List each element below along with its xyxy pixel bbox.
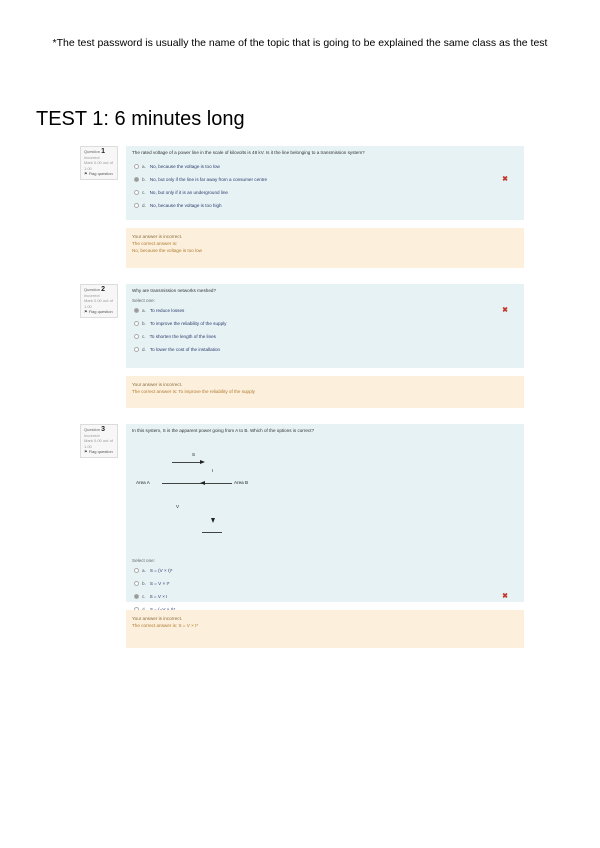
correct-answer: No, because the voltage is too low: [132, 248, 202, 253]
answer-option[interactable]: c. S = V × I ✖: [132, 590, 518, 603]
flag-icon: ⚑: [84, 449, 88, 454]
incorrect-icon: ✖: [502, 176, 508, 183]
radio-button[interactable]: [134, 190, 139, 195]
correct-answer-label: The correct answer is:: [132, 241, 178, 246]
flag-icon: ⚑: [84, 309, 88, 314]
question-marks: Mark 0.00 out of 1.00: [84, 438, 113, 449]
question-status: Incorrect: [84, 154, 100, 160]
question-info: [80, 146, 118, 180]
question-info: [80, 424, 118, 458]
feedback-box: [126, 610, 524, 648]
v-arrow-icon: [211, 518, 215, 523]
question-marks: Mark 0.00 out of 1.00: [84, 298, 113, 309]
radio-button[interactable]: [134, 308, 139, 313]
radio-button[interactable]: [134, 334, 139, 339]
radio-button[interactable]: [134, 203, 139, 208]
question-content: [126, 284, 524, 368]
test-title: TEST 1: 6 minutes long: [36, 108, 245, 130]
radio-button[interactable]: [134, 347, 139, 352]
question-status: Incorrect: [84, 292, 100, 298]
answer-option[interactable]: c. No, but only if it is an underground line: [132, 186, 518, 199]
radio-button[interactable]: [134, 164, 139, 169]
v-reference-line: [202, 532, 222, 533]
flag-icon: ⚑: [84, 171, 88, 176]
feedback-title: Your answer is incorrect.: [132, 616, 183, 621]
question-number: Question 2: [84, 286, 106, 293]
question-marks: Mark 0.00 out of 1.00: [84, 160, 113, 171]
question-number: Question 3: [84, 426, 106, 433]
flag-question-button[interactable]: ⚑ Flag question: [84, 309, 113, 314]
i-arrow-icon: [200, 481, 205, 485]
feedback-box: [126, 228, 524, 268]
question-status: Incorrect: [84, 432, 100, 438]
password-note: *The test password is usually the name of the topic that is going to be explained the same class as the test: [52, 37, 548, 49]
s-arrow-shaft: [172, 462, 200, 463]
s-label: S: [192, 452, 196, 457]
s-arrow-icon: [200, 460, 205, 464]
select-one-prompt: Select one:: [132, 298, 155, 303]
answer-option[interactable]: b. No, but only if the line is far away from a consumer centre ✖: [132, 173, 518, 186]
flag-question-button[interactable]: ⚑ Flag question: [84, 449, 113, 454]
answer-option[interactable]: c. To shorten the length of the lines: [132, 330, 518, 343]
answer-option[interactable]: b. S = V × I*: [132, 577, 518, 590]
answer-option[interactable]: d. To lower the cost of the installation: [132, 343, 518, 356]
feedback-title: Your answer is incorrect.: [132, 234, 183, 239]
question-content: [126, 146, 524, 220]
question-text: The rated voltage of a power line in the scale of kilovolts is 48 kV. Is it the line belonging to a transmission system?: [132, 150, 365, 155]
i-label: I: [212, 468, 214, 473]
v-label: V: [176, 504, 180, 509]
question-number: Question 1: [84, 148, 106, 155]
select-one-prompt: Select one:: [132, 558, 155, 563]
answer-option[interactable]: d. No, because the voltage is too high: [132, 199, 518, 212]
incorrect-icon: ✖: [502, 593, 508, 600]
transmission-line: [162, 483, 232, 484]
radio-button[interactable]: [134, 594, 139, 599]
flag-question-button[interactable]: ⚑ Flag question: [84, 171, 113, 176]
radio-button[interactable]: [134, 177, 139, 182]
answer-option[interactable]: a. No, because the voltage is too low: [132, 160, 518, 173]
correct-answer: The correct answer is: S = V × I*: [132, 623, 199, 628]
question-text: Why are transmission networks meshed?: [132, 288, 216, 293]
area-b-label: Area B: [234, 480, 249, 485]
radio-button[interactable]: [134, 581, 139, 586]
incorrect-icon: ✖: [502, 307, 508, 314]
area-a-label: Area A: [136, 480, 150, 485]
answer-option[interactable]: a. S = (V × I)*: [132, 564, 518, 577]
radio-button[interactable]: [134, 321, 139, 326]
answer-option[interactable]: a. To reduce losses ✖: [132, 304, 518, 317]
answer-option[interactable]: b. To improve the reliability of the supply: [132, 317, 518, 330]
question-text: In this system, S is the apparent power going from A to B. Which of the options is correct?: [132, 428, 315, 433]
radio-button[interactable]: [134, 568, 139, 573]
correct-answer: The correct answer is: To improve the reliability of the supply: [132, 389, 255, 394]
feedback-title: Your answer is incorrect.: [132, 382, 183, 387]
question-content: [126, 424, 524, 602]
feedback-box: [126, 376, 524, 408]
power-flow-diagram: [132, 438, 332, 518]
question-info: [80, 284, 118, 318]
